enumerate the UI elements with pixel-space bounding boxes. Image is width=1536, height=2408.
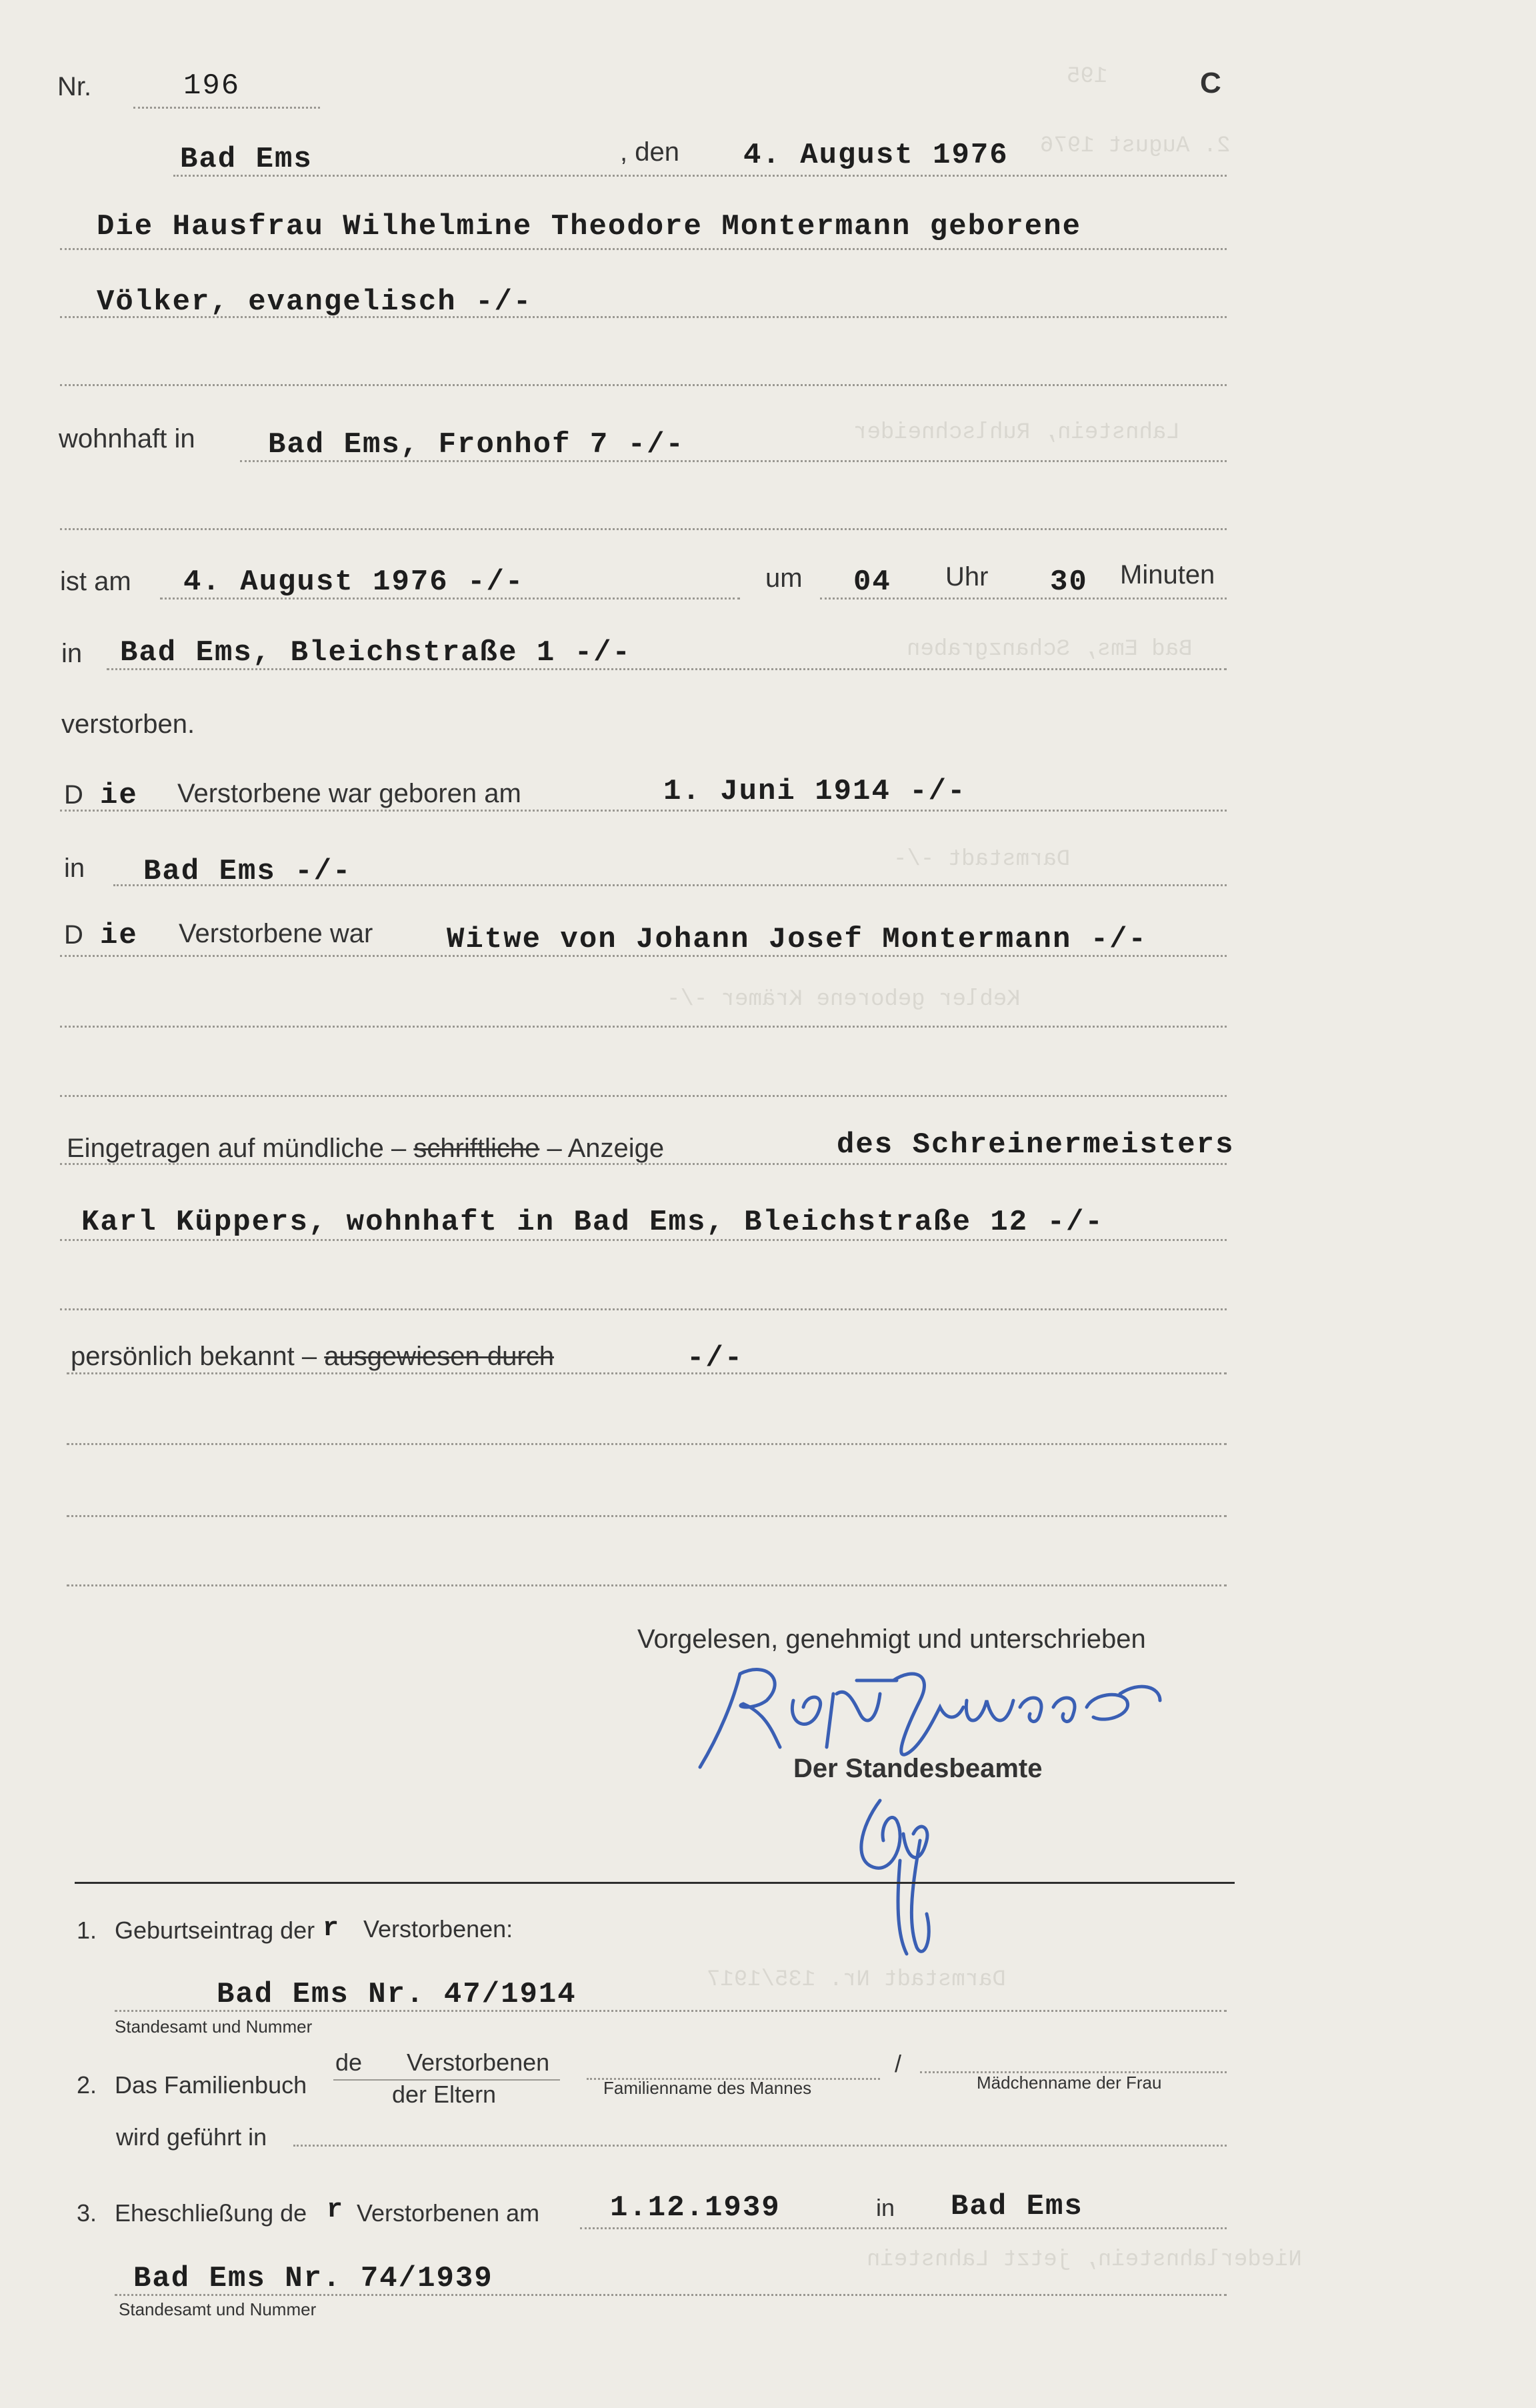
note-1-number: 1. [77,1917,97,1944]
note-3-number: 3. [77,2199,97,2227]
registrar-signature [833,1787,953,1961]
registrar-label: Der Standesbeamte [793,1754,1043,1783]
person-dotted-line-2 [60,316,1227,318]
birth-date-dotted-line [60,810,1227,812]
show-through-text: Niederlahnstein, jetzt Lahnstein [867,2247,1302,2273]
note-2-husband-caption: Familienname des Mannes [603,2078,812,2098]
status-label: Verstorbene war [179,919,373,948]
registration-dotted-line [60,1163,1227,1165]
residence-dotted-line-2 [60,528,1227,530]
identity-label-prefix: persönlich bekannt – [71,1342,317,1371]
identity-dotted-line-3 [67,1515,1227,1517]
identity-dotted-line-2 [67,1443,1227,1445]
time-dotted-line [820,597,1227,599]
note-3-caption: Standesamt und Nummer [119,2299,317,2319]
note-3-value-dotted-line [115,2294,1227,2296]
death-hour: 04 [853,565,891,599]
note-3-in-label: in [876,2194,895,2221]
identity-struck-option: ausgewiesen durch [324,1342,554,1371]
birth-ie: ie [100,779,138,812]
person-dotted-line-1 [60,248,1227,250]
show-through-text: 2. August 1976 [1040,133,1231,159]
nr-value: 196 [183,69,241,103]
death-place-dotted-line [107,668,1227,670]
note-3-label: Eheschließung de [115,2199,307,2227]
place-of-registration: Bad Ems [180,143,313,176]
person-dotted-line-3 [60,384,1227,386]
note-2-wird-dotted-line [293,2145,1227,2147]
minuten-label: Minuten [1120,560,1215,589]
registration-date: 4. August 1976 [743,139,1009,172]
note-1-value: Bad Ems Nr. 47/1914 [217,1978,577,2011]
note-2-slash: / [895,2050,902,2077]
uhr-label: Uhr [945,562,989,591]
note-3-dotted-line [580,2227,1227,2229]
marriage-date: 1.12.1939 [610,2191,781,2225]
note-2-eltern: der Eltern [392,2081,497,2108]
birth-label: Verstorbene war geboren am [177,779,521,808]
birth-d-label: D [64,780,83,810]
informant-dotted-line [60,1239,1227,1241]
status-d-label: D [64,920,83,950]
note-3-value: Bad Ems Nr. 74/1939 [133,2262,493,2295]
note-2-de: de [335,2049,363,2076]
death-date-dotted-line [160,597,740,599]
um-label: um [765,563,803,593]
corner-letter: C [1200,67,1221,99]
deceased-line-1: Die Hausfrau Wilhelmine Theodore Montermann geborene [97,210,1082,243]
nr-label: Nr. [57,72,92,101]
den-label: , den [620,137,679,167]
registration-label [67,1134,664,1164]
note-2-label: Das Familienbuch [115,2071,307,2099]
show-through-text: Bad Ems, Schanzgraben [907,637,1193,662]
status-dotted-line-3 [60,1095,1227,1097]
status-ie: ie [100,919,138,952]
informant-line-2: Karl Küppers, wohnhaft in Bad Ems, Bleichstraße 12 -/- [81,1206,1104,1239]
show-through-text: Darmstadt Nr. 135/1917 [707,1967,1006,1993]
residence-value: Bad Ems, Fronhof 7 -/- [268,428,685,461]
note-2-number: 2. [77,2071,97,2099]
note-3-label-2: Verstorbenen am [357,2199,540,2227]
birth-place: Bad Ems -/- [143,855,352,888]
registration-struck-option: schriftliche [413,1134,540,1163]
note-3-r: r [327,2195,345,2225]
show-through-text: Lahnstein, Ruhlschneider [853,420,1180,445]
informant-dotted-line-2 [60,1308,1227,1310]
death-in-label: in [61,639,83,668]
birth-in-label: in [64,854,85,883]
show-through-text: Kebler geborene Krämer -/- [667,987,1021,1012]
note-2-verstorbenen: Verstorbenen [407,2049,550,2076]
identity-dotted-line-4 [67,1584,1227,1586]
deceased-line-2: Völker, evangelisch -/- [97,285,533,319]
divider-rule [75,1882,1235,1884]
birth-place-dotted-line [113,884,1227,886]
note-1-label-2: Verstorbenen: [363,1915,513,1943]
note-2-wife-caption: Mädchenname der Frau [977,2073,1162,2093]
date-dotted-line [173,175,1227,177]
residence-label: wohnhaft in [59,424,195,453]
show-through-text: 195 [1067,64,1108,89]
identity-dotted-line [67,1372,1227,1374]
note-1-label: Geburtseintrag der [115,1917,315,1944]
read-approved-label: Vorgelesen, genehmigt und unterschrieben [637,1624,1146,1654]
marriage-place: Bad Ems [951,2190,1083,2223]
marital-status: Witwe von Johann Josef Montermann -/- [447,923,1147,956]
registration-label-prefix: Eingetragen auf mündliche – [67,1134,407,1163]
note-1-dotted-line [115,2010,1227,2012]
death-place: Bad Ems, Bleichstraße 1 -/- [120,636,631,670]
registration-label-suffix: – Anzeige [547,1134,665,1163]
informant-line-1: des Schreinermeisters [837,1128,1235,1162]
identity-value: -/- [687,1342,744,1375]
note-2-wird-label: wird geführt in [116,2123,267,2151]
death-date: 4. August 1976 -/- [183,565,525,599]
note-1-r: r [323,1914,341,1944]
ist-am-label: ist am [60,567,131,596]
death-minutes: 30 [1050,565,1088,599]
birth-date: 1. Juni 1914 -/- [663,775,967,808]
verstorben-label: verstorben. [61,710,195,739]
status-dotted-line-2 [60,1026,1227,1028]
nr-dotted-line [133,107,320,109]
note-1-caption: Standesamt und Nummer [115,2017,313,2037]
show-through-text: Darmstadt -/- [893,847,1071,872]
identity-label [71,1342,554,1372]
status-dotted-line [60,955,1227,957]
residence-dotted-line [240,460,1227,462]
